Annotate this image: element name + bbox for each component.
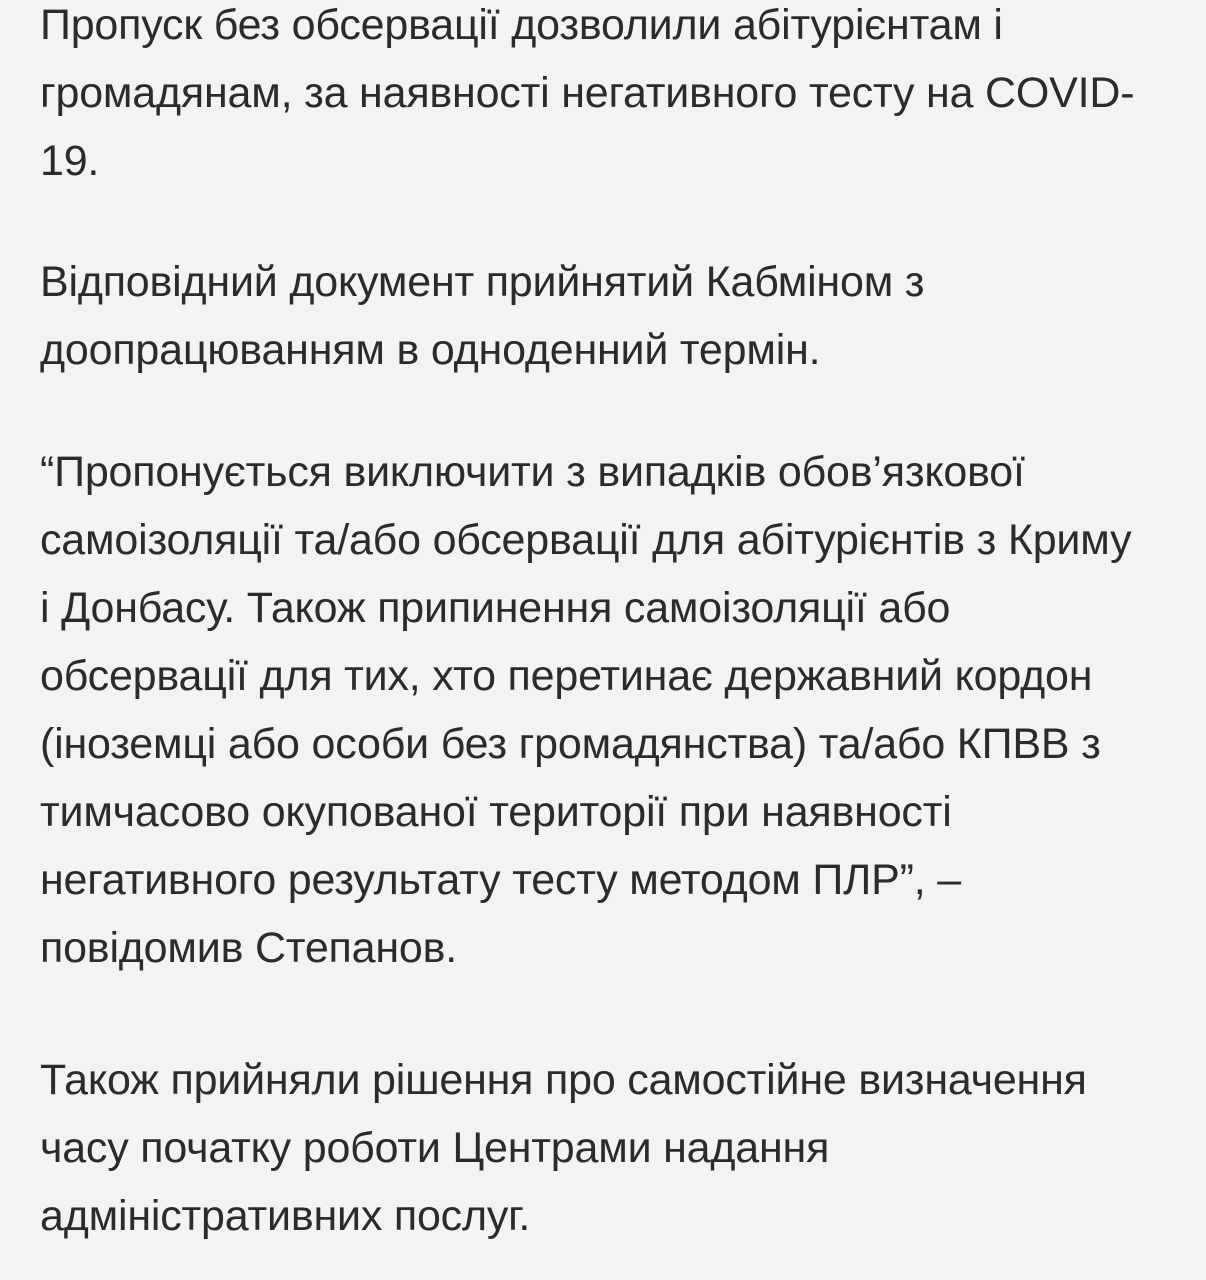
paragraph: Відповідний документ прийнятий Кабміном з доопрацюванням в одноденний термін. (40, 258, 925, 374)
paragraph: Пропуск без обсервації дозволили абітурієнтам і громадянам, за наявності негативного тесту на COVID- 19. (40, 1, 1135, 185)
paragraph-quote: “Пропонується виключити з випадків обов’язкової самоізоляції та/або обсервації для абітурієнтів з Криму і Донбасу. Також припинення самоізоляції або обсервації для тих, хто перетинає державний кордон (іноземці або особи без громадянства) та/або КПВВ з тимчасово окупованої території при наявності негативного результату тесту методом ПЛР”, – повідомив Степанов. (40, 448, 1132, 972)
paragraph: Також прийняли рішення про самостійне визначення часу початку роботи Центрами надання адміністративних послуг. (40, 1056, 1087, 1240)
